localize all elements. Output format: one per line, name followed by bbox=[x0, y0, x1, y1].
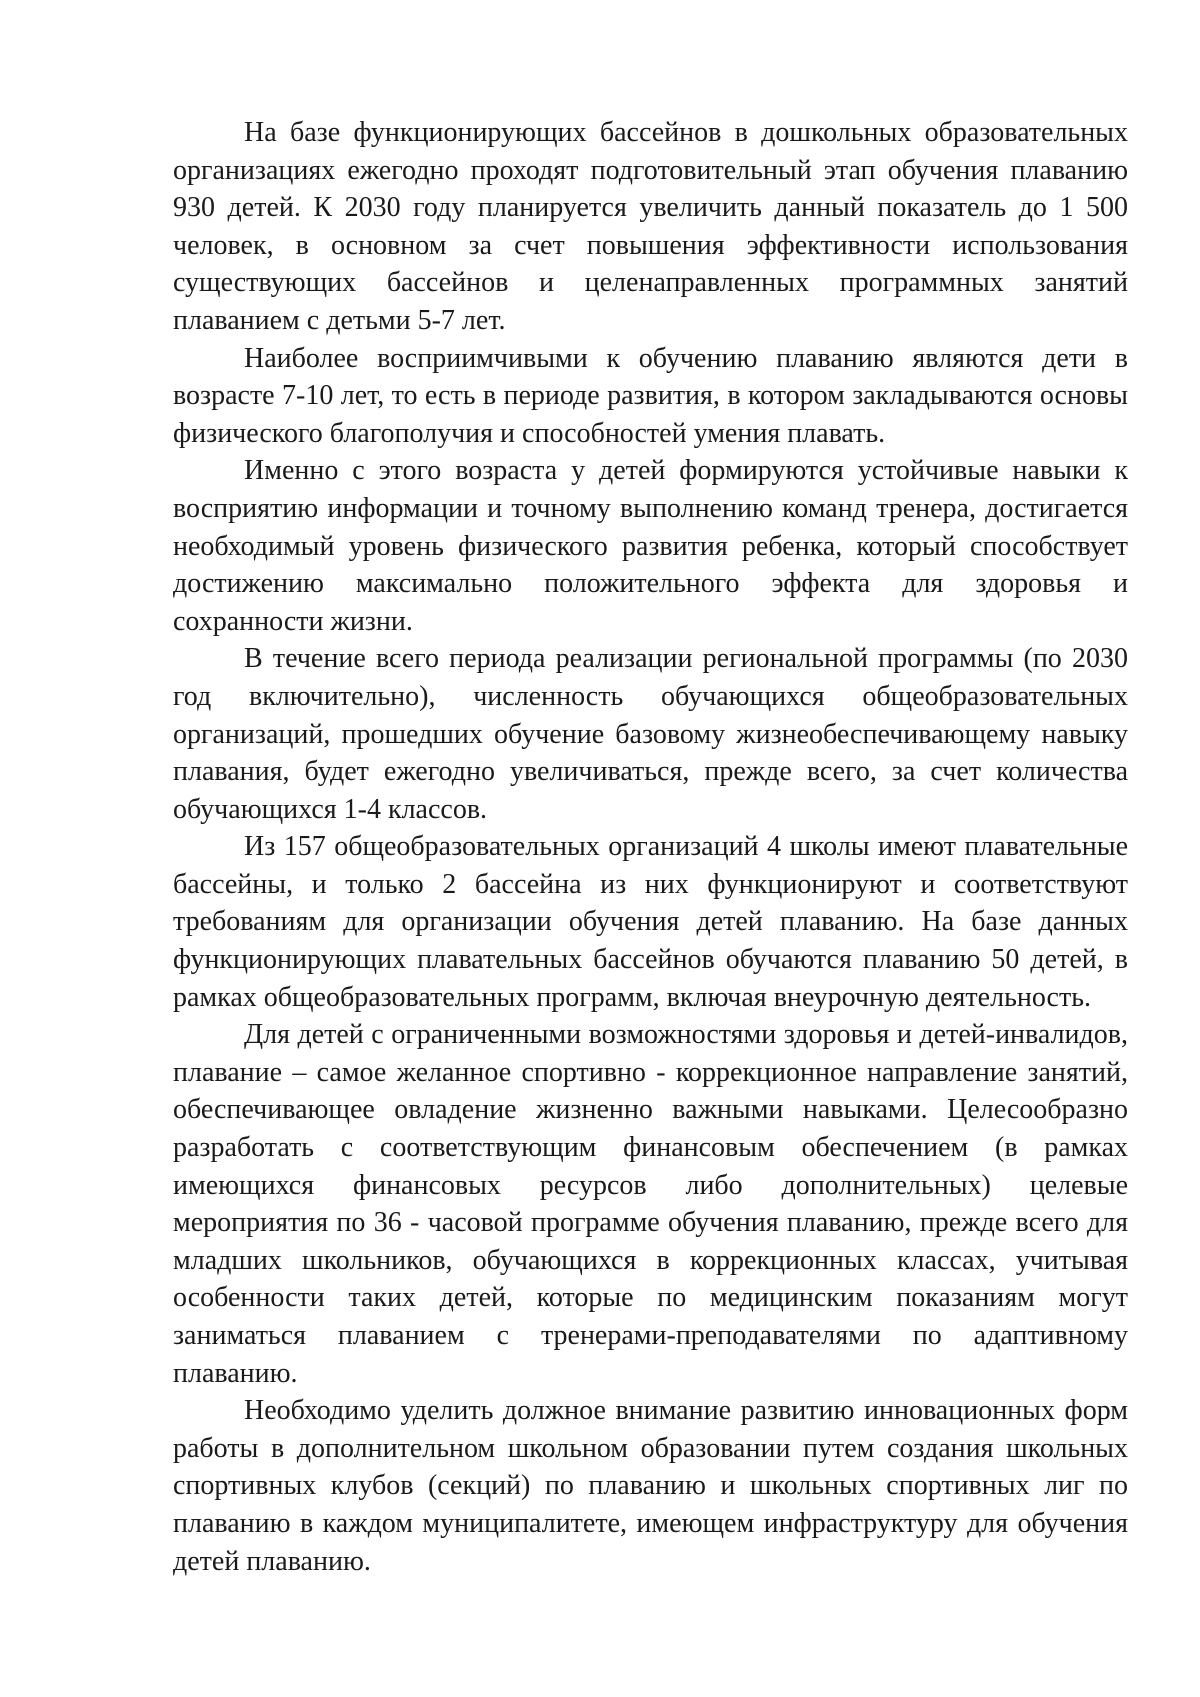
paragraph-3: Именно с этого возраста у детей формируются устойчивые навыки к восприятию информации и точному выполнению команд тренера, достигается необходимый уровень физического развития ребенка, который способствует достижению максимально положительного эффекта для здоровья и сохранности жизни. bbox=[173, 455, 1128, 637]
paragraph-2: Наиболее восприимчивыми к обучению плаванию являются дети в возрасте 7-10 лет, то есть в периоде развития, в котором закладываются основы физического благополучия и способностей умения плавать. bbox=[173, 342, 1128, 449]
paragraph-4: В течение всего периода реализации региональной программы (по 2030 год включительно), численность обучающихся общеобразовательных организаций, прошедших обучение базовому жизнеобеспечивающему навыку плавания, будет ежегодно увеличиваться, прежде всего, за счет количества обучающихся 1-4 классов. bbox=[173, 643, 1128, 825]
paragraph-6: Для детей с ограниченными возможностями здоровья и детей-инвалидов, плавание – самое желанное спортивно - коррекционное направление занятий, обеспечивающее овладение жизненно важными навыками. Целесообразно разработать с соответствующим финансовым обеспечением (в рамках имеющихся финансовых ресурсов либо дополнительных) целевые мероприятия по 36 - часовой программе обучения плаванию, прежде всего для младших школьников, обучающихся в коррекционных классах, учитывая особенности таких детей, которые по медицинским показаниям могут заниматься плаванием с тренерами-преподавателями по адаптивному плаванию. bbox=[173, 1019, 1128, 1389]
paragraph-7: Необходимо уделить должное внимание развитию инновационных форм работы в дополнительном школьном образовании путем создания школьных спортивных клубов (секций) по плаванию и школьных спортивных лиг по плаванию в каждом муниципалитете, имеющем инфраструктуру для обучения детей плаванию. bbox=[173, 1395, 1128, 1577]
document-body bbox=[173, 114, 1128, 1580]
paragraph-1: На базе функционирующих бассейнов в дошкольных образовательных организациях ежегодно проходят подготовительный этап обучения плаванию 930 детей. К 2030 году планируется увеличить данный показатель до 1 500 человек, в основном за счет повышения эффективности использования существующих бассейнов и целенаправленных программных занятий плаванием с детьми 5-7 лет. bbox=[173, 117, 1128, 336]
paragraph-5: Из 157 общеобразовательных организаций 4 школы имеют плавательные бассейны, и только 2 бассейна из них функционируют и соответствуют требованиям для организации обучения детей плаванию. На базе данных функционирующих плавательных бассейнов обучаются плаванию 50 детей, в рамках общеобразовательных программ, включая внеурочную деятельность. bbox=[173, 831, 1128, 1013]
